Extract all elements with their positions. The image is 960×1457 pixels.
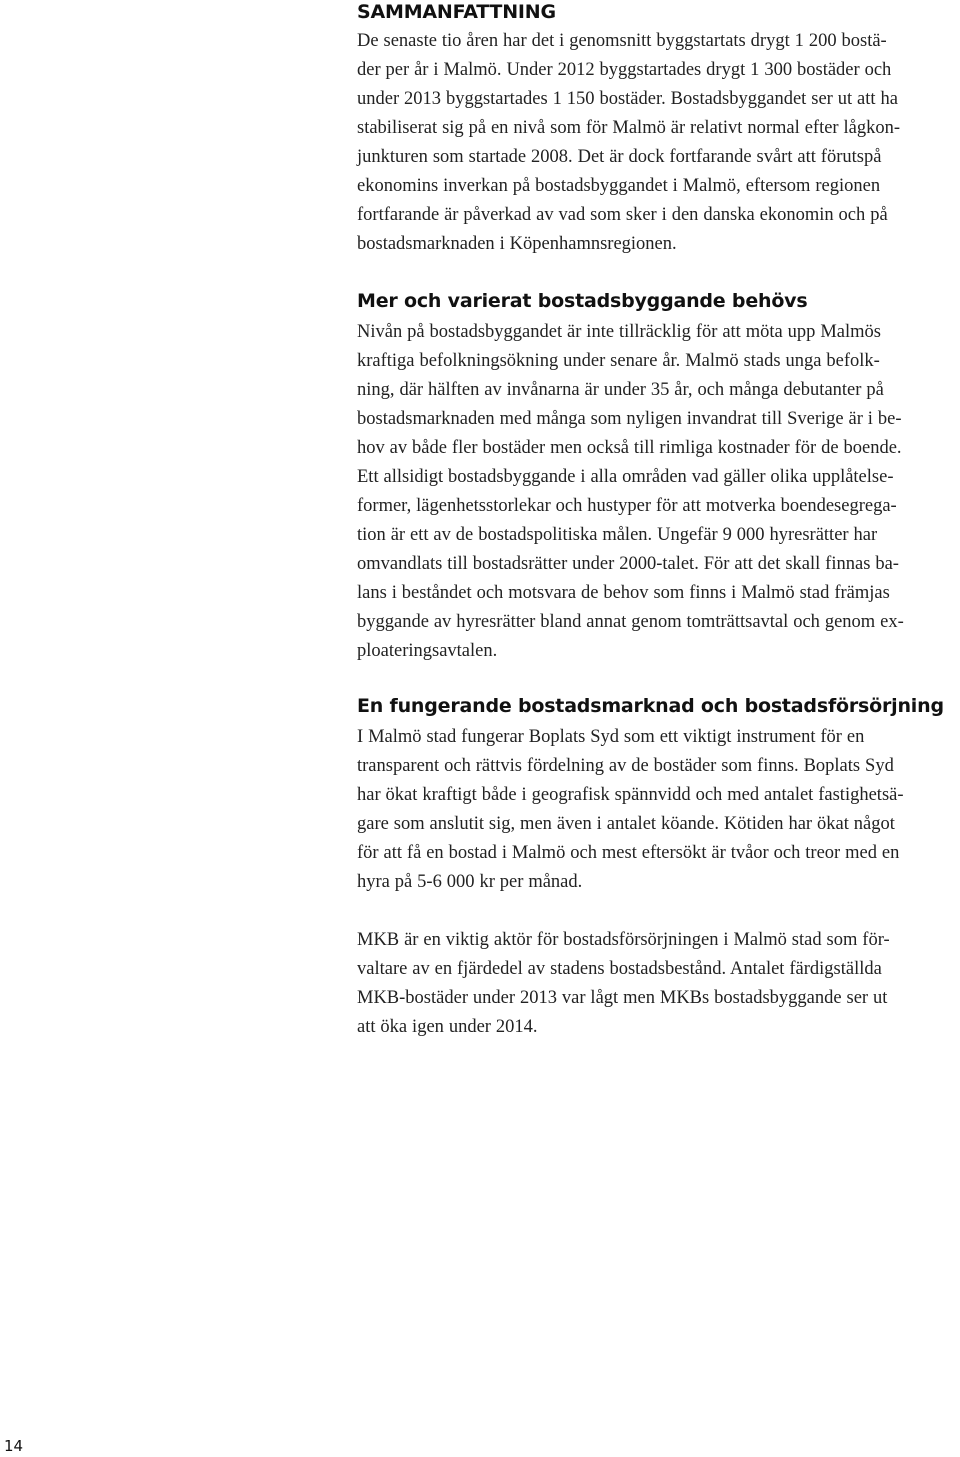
text-line: Nivån på bostadsbyggandet är inte tillräcklig för att möta upp Malmös — [357, 322, 881, 342]
text-line: MKB-bostäder under 2013 var lågt men MKBs bostadsbyggande ser ut — [357, 988, 888, 1008]
text-line: under 2013 byggstartades 1 150 bostäder. Bostadsbyggandet ser ut att ha — [357, 89, 898, 109]
text-line: fortfarande är påverkad av vad som sker i den danska ekonomin och på — [357, 205, 888, 225]
text-line: former, lägenhetsstorlekar och hustyper för att motverka boendesegrega- — [357, 496, 897, 516]
paragraph-bostadsmarknad — [357, 723, 904, 897]
text-line: hov av både fler bostäder men också till rimliga kostnader för de boende. — [357, 438, 902, 458]
text-line: junkturen som startade 2008. Det är dock fortfarande svårt att förutspå — [357, 147, 882, 167]
text-line: för att få en bostad i Malmö och mest eftersökt är tvåor och treor med en — [357, 843, 900, 863]
text-line: De senaste tio åren har det i genomsnitt byggstartats drygt 1 200 bostä- — [357, 31, 887, 51]
text-line: bostadsmarknaden i Köpenhamnsregionen. — [357, 234, 677, 254]
text-line: transparent och rättvis fördelning av de bostäder som finns. Boplats Syd — [357, 756, 894, 776]
text-line: lans i beståndet och motsvara de behov som finns i Malmö stad främjas — [357, 583, 890, 603]
text-line: ekonomins inverkan på bostadsbyggandet i Malmö, eftersom regionen — [357, 176, 881, 196]
text-line: MKB är en viktig aktör för bostadsförsörjningen i Malmö stad som för- — [357, 930, 890, 950]
text-line: har ökat kraftigt både i geografisk spännvidd och med antalet fastighetsä- — [357, 785, 904, 805]
text-line: ploateringsavtalen. — [357, 641, 498, 661]
text-line: I Malmö stad fungerar Boplats Syd som ett viktigt instrument för en — [357, 727, 865, 747]
section-heading-bostadsmarknad: En fungerande bostadsmarknad och bostadsförsörjning — [357, 695, 944, 717]
section-heading-sammanfattning: SAMMANFATTNING — [357, 1, 556, 23]
text-line: kraftiga befolkningsökning under senare år. Malmö stads unga befolk- — [357, 351, 880, 371]
text-line: Ett allsidigt bostadsbyggande i alla områden vad gäller olika upplåtelse- — [357, 467, 894, 487]
text-line: bostadsmarknaden med många som nyligen invandrat till Sverige är i be- — [357, 409, 902, 429]
text-line: hyra på 5-6 000 kr per månad. — [357, 872, 583, 892]
page-number: 14 — [4, 1437, 24, 1455]
text-line: stabiliserat sig på en nivå som för Malmö är relativt normal efter lågkon- — [357, 118, 901, 138]
text-line: omvandlats till bostadsrätter under 2000-talet. För att det skall finnas ba- — [357, 554, 899, 574]
paragraph-mkb — [357, 926, 890, 1042]
paragraph-sammanfattning — [357, 27, 900, 259]
section-heading-bostadsbyggande: Mer och varierat bostadsbyggande behövs — [357, 290, 808, 312]
text-line: valtare av en fjärdedel av stadens bostadsbestånd. Antalet färdigställda — [357, 959, 882, 979]
text-line: ning, där hälften av invånarna är under 35 år, och många debutanter på — [357, 380, 884, 400]
text-line: tion är ett av de bostadspolitiska målen. Ungefär 9 000 hyresrätter har — [357, 525, 878, 545]
paragraph-bostadsbyggande — [357, 318, 904, 666]
text-line: att öka igen under 2014. — [357, 1017, 538, 1037]
text-line: gare som anslutit sig, men även i antalet köande. Kötiden har ökat något — [357, 814, 895, 834]
text-line: der per år i Malmö. Under 2012 byggstartades drygt 1 300 bostäder och — [357, 60, 892, 80]
text-line: byggande av hyresrätter bland annat genom tomträttsavtal och genom ex- — [357, 612, 904, 632]
